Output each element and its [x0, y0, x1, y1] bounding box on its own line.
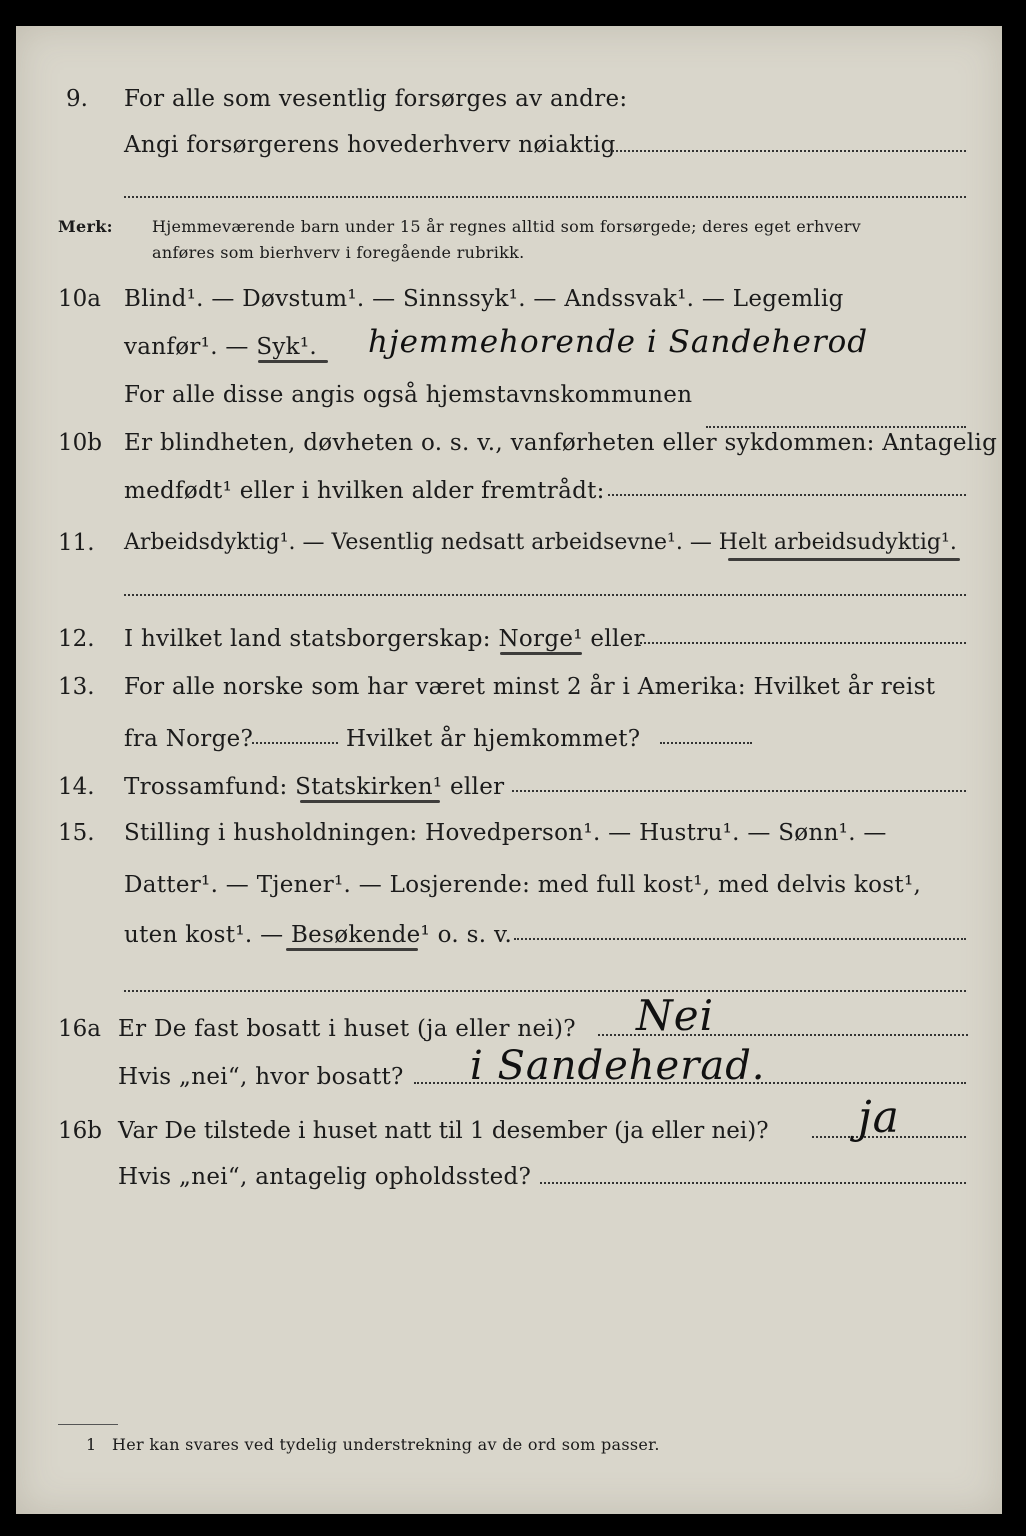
answer-line[interactable] [660, 742, 752, 744]
item-16b-line1: Var De tilstede i huset natt til 1 desember (ja eller nei)? [118, 1118, 769, 1144]
item-10a-line3: For alle disse angis også hjemstavnskommunen [124, 382, 693, 408]
item-16b-line2: Hvis „nei“, antagelig opholdssted? [118, 1164, 532, 1190]
item-10a-line2: vanfør¹. — Syk¹. [124, 334, 318, 360]
footnote-text: Her kan svares ved tydelig understrekning av de ord som passer. [112, 1435, 660, 1454]
underline-syk [258, 360, 328, 363]
item-15-line1: Stilling i husholdningen: Hovedperson¹. — Hustru¹. — Sønn¹. — [124, 820, 887, 846]
answer-line[interactable] [540, 1182, 966, 1184]
footnote-marker: 1 [86, 1435, 97, 1454]
item-9-line2: Angi forsørgerens hovederhverv nøiaktig [124, 132, 616, 158]
handwritten-answer-10a: hjemmehorende i Sandeherod [368, 324, 869, 360]
merk-line2: anføres som bierhverv i foregående rubrikk. [152, 243, 525, 262]
item-14-line1: Trossamfund: Statskirken¹ eller [124, 774, 505, 800]
item-12-line1: I hvilket land statsborgerskap: Norge¹ eller [124, 626, 645, 652]
item-10a-line1: Blind¹. — Døvstum¹. — Sinnssyk¹. — Andssvak¹. — Legemlig [124, 286, 844, 312]
handwritten-answer-16a-1: Nei [636, 991, 715, 1040]
item-15-line2: Datter¹. — Tjener¹. — Losjerende: med full kost¹, med delvis kost¹, [124, 872, 922, 898]
item-16a-line1: Er De fast bosatt i huset (ja eller nei)? [118, 1016, 576, 1042]
underline-helt-arbeidsudyktig [728, 558, 960, 561]
item-10b-line1: Er blindheten, døvheten o. s. v., vanførheten eller sykdommen: Antagelig [124, 430, 998, 456]
item-16a-number: 16a [58, 1016, 101, 1042]
item-13-line2a: fra Norge? [124, 726, 254, 752]
answer-line[interactable] [124, 594, 966, 596]
underline-norge [500, 652, 582, 655]
answer-line[interactable] [608, 150, 966, 152]
item-9-line1: For alle som vesentlig forsørges av andre: [124, 86, 628, 112]
item-16b-number: 16b [58, 1118, 102, 1144]
answer-line[interactable] [124, 196, 966, 198]
answer-line[interactable] [252, 742, 338, 744]
footnote-rule [58, 1424, 118, 1425]
item-15-number: 15. [58, 820, 95, 846]
item-10b-line2: medfødt¹ eller i hvilken alder fremtrådt: [124, 478, 605, 504]
item-10b-number: 10b [58, 430, 102, 456]
answer-line[interactable] [608, 494, 966, 496]
item-9-number: 9. [66, 86, 88, 112]
item-13-line2b: Hvilket år hjemkommet? [346, 726, 641, 752]
merk-line1: Hjemmeværende barn under 15 år regnes alltid som forsørgede; deres eget erhverv [152, 217, 861, 236]
item-11-number: 11. [58, 530, 95, 556]
item-15-line3: uten kost¹. — Besøkende¹ o. s. v. [124, 922, 513, 948]
merk-label: Merk: [58, 217, 113, 236]
handwritten-answer-16a-2: i Sandeherad. [470, 1043, 766, 1089]
underline-statskirken [300, 800, 440, 803]
item-12-number: 12. [58, 626, 95, 652]
item-13-number: 13. [58, 674, 95, 700]
answer-line[interactable] [124, 990, 966, 992]
answer-line[interactable] [514, 938, 966, 940]
item-14-number: 14. [58, 774, 95, 800]
item-13-line1: For alle norske som har været minst 2 år i Amerika: Hvilket år reist [124, 674, 936, 700]
underline-besokende [286, 948, 418, 951]
item-16a-line2: Hvis „nei“, hvor bosatt? [118, 1064, 404, 1090]
handwritten-answer-16b: ja [858, 1092, 900, 1143]
item-11-line1: Arbeidsdyktig¹. — Vesentlig nedsatt arbeidsevne¹. — Helt arbeidsudyktig¹. [124, 530, 957, 555]
answer-line[interactable] [640, 642, 966, 644]
answer-line[interactable] [512, 790, 966, 792]
item-10a-number: 10a [58, 286, 101, 312]
